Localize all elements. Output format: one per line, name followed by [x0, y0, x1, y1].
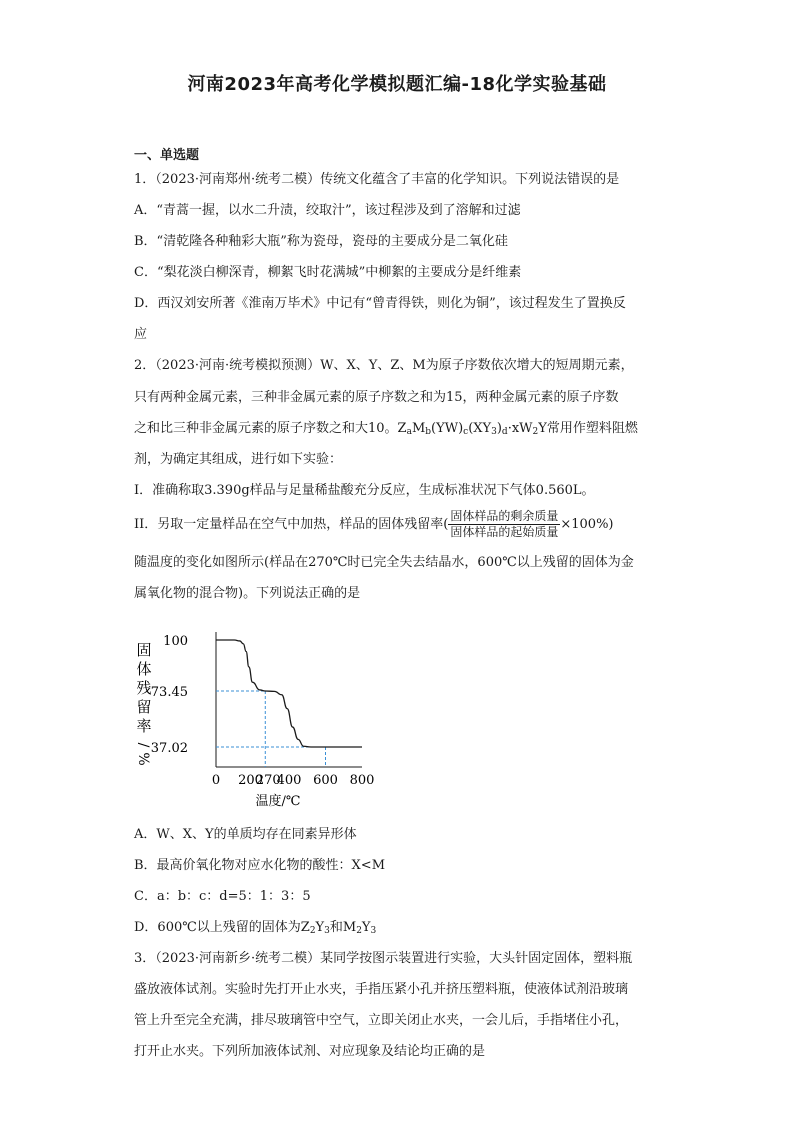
- section-header-single-choice: 一、单选题: [134, 148, 200, 163]
- q3-stem-line-3: 管上升至完全充满，排尽玻璃管中空气，立即关闭止水夹，一会儿后，手指堵住小孔，: [134, 1013, 629, 1028]
- residue-rate-chart: [130, 625, 380, 815]
- q1-option-d: D．西汉刘安所著《淮南万毕术》中记有“曾青得铁，则化为铜”，该过程发生了置换反: [134, 296, 626, 311]
- x-tick-label: 800: [349, 773, 375, 788]
- residue-rate-fraction: [448, 509, 560, 540]
- y-tick-label: 37.02: [150, 741, 188, 756]
- y-tick-labels: [151, 634, 188, 756]
- y-axis-label-glyph: 体: [136, 660, 152, 678]
- q3-stem-line-2: 盛放液体试剂。实验时先打开止水夹，手指压紧小孔并挤压塑料瓶，使液体试剂沿玻璃: [134, 982, 629, 997]
- x-tick-label: 400: [276, 773, 302, 788]
- q2-formula: $Z_aM_b(YW)_c(XY_3)_d\cdot xW_2Y$常用作塑料阻燃: [397, 421, 638, 437]
- q1-stem: 1．（2023·河南郑州·统考二模）传统文化蕴含了丰富的化学知识。下列说法错误的是: [134, 172, 620, 187]
- q2-experiment-2-post: ×100%): [560, 517, 614, 532]
- q2-stem-line-3: [134, 419, 638, 442]
- x-tick-label: 0: [211, 773, 221, 788]
- q3-stem-line-1: 3．（2023·河南新乡·统考二模）某同学按图示装置进行实验，大头针固定固体，塑料瓶: [134, 951, 633, 966]
- x-axis-label: 温度/℃: [255, 794, 301, 809]
- fraction-numerator: 固体样品的剩余质量: [450, 509, 559, 523]
- q2-option-b: B．最高价氧化物对应水化物的酸性：X<M: [134, 858, 386, 873]
- q1-option-a: A．“青蒿一握，以水二升渍，绞取汁”，该过程涉及到了溶解和过滤: [134, 203, 521, 218]
- residue-curve: [216, 640, 362, 747]
- q1-option-d-wrap: 应: [134, 327, 148, 342]
- q2-stem-line-7: 属氧化物的混合物)。下列说法正确的是: [134, 586, 361, 601]
- y-axis-label-glyph: /: [135, 742, 151, 748]
- q2-option-d: D．600℃以上残留的固体为$Z_2Y_3$和$M_2Y_3$: [134, 920, 377, 936]
- x-tick-label: 200: [238, 773, 263, 788]
- q3-stem-line-4: 打开止水夹。下列所加液体试剂、对应现象及结论均正确的是: [134, 1044, 486, 1059]
- q2-experiment-2-pre: II．另取一定量样品在空气中加热，样品的固体残留率(: [134, 517, 449, 532]
- q2-experiment-2: [134, 509, 614, 540]
- y-tick-label: 100: [163, 634, 188, 649]
- chart-guides: [216, 640, 326, 767]
- y-axis-label-glyph: 留: [136, 698, 152, 716]
- fraction-denominator: 固体样品的起始质量: [450, 525, 559, 539]
- q2-option-c: C．a：b：c：d=5：1：3：5: [134, 889, 311, 904]
- y-axis-label-glyph: %: [135, 752, 151, 766]
- q2-stem-line-1: 2．（2023·河南·统考模拟预测）W、X、Y、Z、M为原子序数依次增大的短周期元素，: [134, 358, 634, 373]
- q2-stem-line-2: 只有两种金属元素，三种非金属元素的原子序数之和为15，两种金属元素的原子序数: [134, 390, 619, 405]
- q1-option-b: B．“清乾隆各种釉彩大瓶”称为瓷母，瓷母的主要成分是二氧化硅: [134, 234, 508, 249]
- q2-stem-line-3-text: 之和比三种非金属元素的原子序数之和大10。: [134, 421, 398, 436]
- y-tick-label: 73.45: [150, 685, 188, 700]
- y-axis-label-glyph: 残: [136, 679, 152, 697]
- q2-experiment-1: I．准确称取3.390g样品与足量稀盐酸充分反应，生成标准状况下气体0.560L。: [134, 483, 595, 498]
- x-tick-labels: [212, 773, 375, 788]
- y-axis-label: [135, 641, 152, 766]
- x-tick-label: 270: [255, 773, 281, 788]
- y-axis-label-glyph: 固: [136, 641, 152, 659]
- x-tick-label: 600: [313, 773, 338, 788]
- q2-option-a: A．W、X、Y的单质均存在同素异形体: [134, 827, 357, 842]
- q2-stem-line-4: 剂，为确定其组成，进行如下实验：: [134, 452, 343, 467]
- q2-stem-line-6: 随温度的变化如图所示(样品在270℃时已完全失去结晶水，600℃以上残留的固体为金: [134, 555, 634, 570]
- y-axis-label-glyph: 率: [136, 717, 152, 735]
- document-title: 河南2023年高考化学模拟题汇编-18化学实验基础: [187, 74, 607, 95]
- q1-option-c: C．“梨花淡白柳深青，柳絮飞时花满城”中柳絮的主要成分是纤维素: [134, 265, 522, 280]
